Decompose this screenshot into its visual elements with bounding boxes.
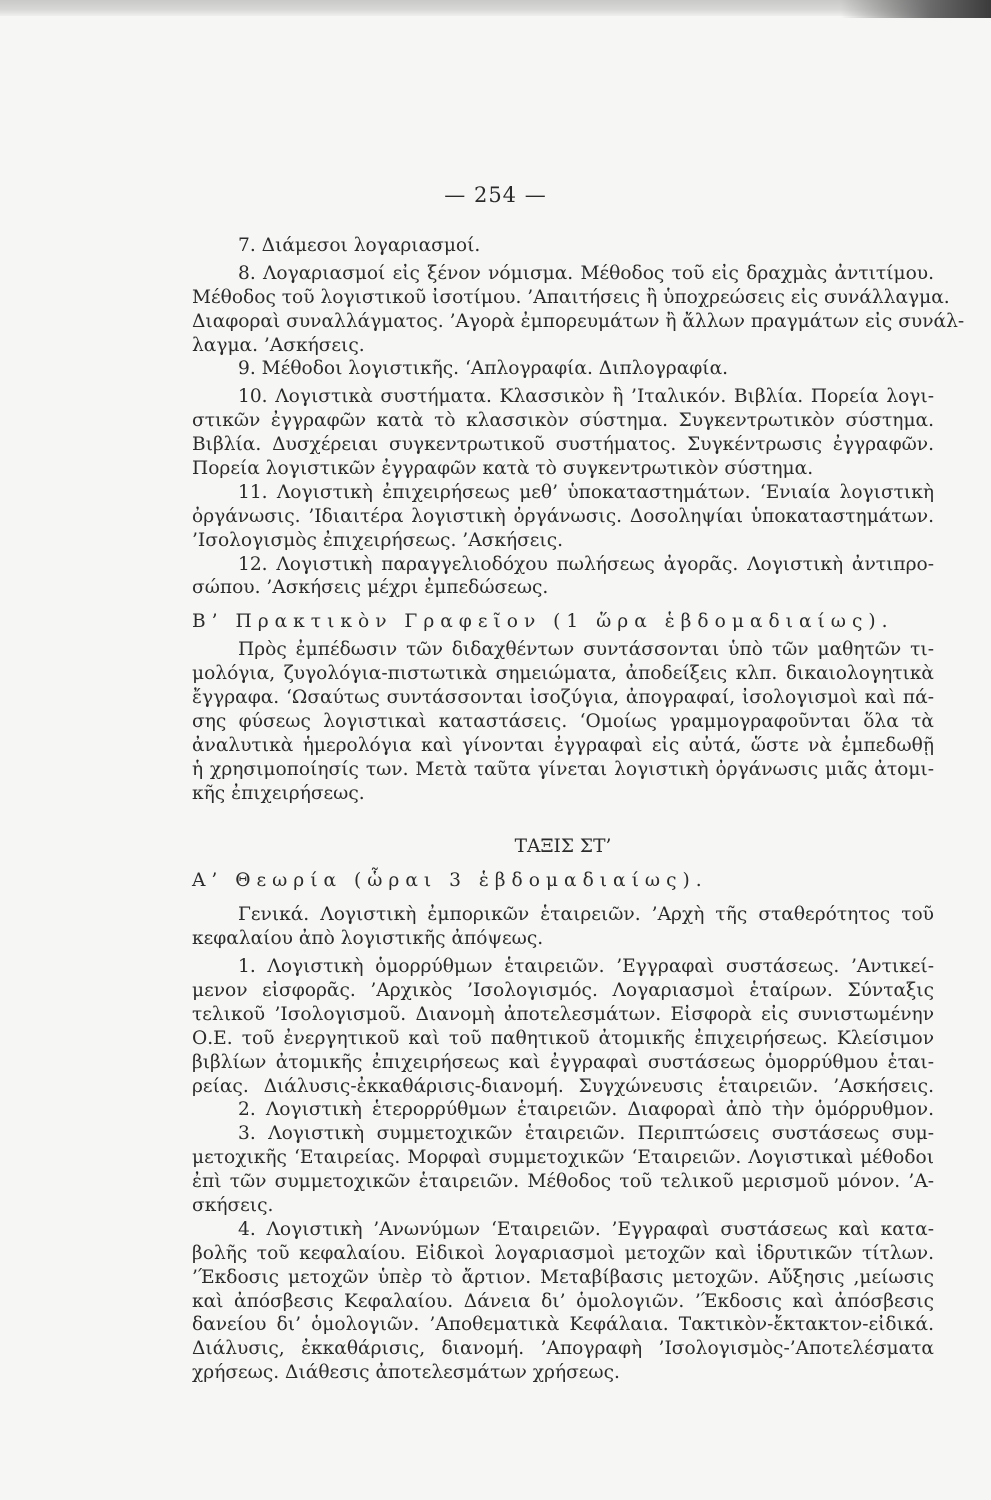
text-line: 7. Διάμεσοι λογαριασμοί. <box>238 235 481 256</box>
text-line: 2. Λογιστικὴ ἑτερορρύθμων ἑταιρειῶν. Διαφοραὶ ἀπὸ τὴν ὁμόρρυθμον. <box>238 1099 934 1121</box>
text-line: χρήσεως. Διάθεσις ἀποτελεσμάτων χρήσεως. <box>192 1362 620 1384</box>
text-line: σκήσεις. <box>192 1194 274 1216</box>
text-line: βιβλίων ἀτομικῆς ἐπιχειρήσεως καὶ ἐγγραφαὶ συστάσεως ὁμορρύθμου ἑται- <box>192 1051 934 1073</box>
text-line: Β’ Πρακτικὸν Γραφεῖον (1 ὥρα ἑβδομαδιαίως). <box>192 611 894 633</box>
text-line: λαγμα. ’Ασκήσεις. <box>192 334 365 356</box>
text-line: ἔγγραφα. ‘Ωσαύτως συντάσσονται ἰσοζύγια, ἀπογραφαί, ἰσολογισμοὶ καὶ πά- <box>192 687 934 709</box>
text-line: ’Ισολογισμὸς ἐπιχειρήσεως. ’Ασκήσεις. <box>192 529 564 551</box>
text-line: Γενικά. Λογιστικὴ ἐμπορικῶν ἑταιρειῶν. ’Αρχὴ τῆς σταθερότητος τοῦ <box>238 904 934 926</box>
text-line: κεφαλαίου ἀπὸ λογιστικῆς ἀπόψεως. <box>192 928 544 950</box>
text-line: Διάλυσις, ἐκκαθάρισις, διανομή. ’Απογραφὴ ’Ισολογισμὸς-’Αποτελέσματα <box>192 1338 934 1360</box>
scan-corner-shadow <box>841 0 991 18</box>
text-line: Ο.Ε. τοῦ ἐνεργητικοῦ καὶ τοῦ παθητικοῦ ἀτομικῆς ἐπιχειρήσεως. Κλείσιμον <box>192 1027 934 1049</box>
text-line: 11. Λογιστικὴ ἐπιχειρήσεως μεθ’ ὑποκαταστημάτων. ‘Ενιαία λογιστικὴ <box>238 481 934 503</box>
text-line: δανείου δι’ ὁμολογιῶν. ’Αποθεματικὰ Κεφάλαια. Τακτικὸν-ἔκτακτον-εἰδικά. <box>192 1314 934 1336</box>
text-line: ’Έκδοσις μετοχῶν ὑπὲρ τὸ ἄρτιον. Μεταβίβασις μετοχῶν. Αὔξησις ,μείωσις <box>192 1266 934 1288</box>
text-line: ἐπὶ τῶν συμμετοχικῶν ἑταιρειῶν. Μέθοδος τοῦ τελικοῦ μερισμοῦ μόνον. ’Α- <box>192 1171 934 1193</box>
text-line: Α’ Θεωρία (ὧραι 3 ἑβδομαδιαίως). <box>192 870 708 892</box>
text-line: 8. Λογαριασμοί εἰς ξένον νόμισμα. Μέθοδος τοῦ εἰς δραχμὰς ἀντιτίμου. <box>238 262 934 284</box>
text-line: 3. Λογιστικὴ συμμετοχικῶν ἑταιρειῶν. Περιπτώσεις συστάσεως συμ- <box>238 1123 934 1145</box>
text-line: 1. Λογιστικὴ ὁμορρύθμων ἑταιρειῶν. ’Εγγραφαὶ συστάσεως. ’Αντικεί- <box>238 956 934 978</box>
text-line: Πρὸς ἐμπέδωσιν τῶν διδαχθέντων συντάσσονται ὑπὸ τῶν μαθητῶν τι- <box>238 639 934 661</box>
text-line: στικῶν ἐγγραφῶν κατὰ τὸ κλασσικὸν σύστημα. Συγκεντρωτικὸν σύστημα. <box>192 410 934 432</box>
text-line: μενον εἰσφορᾶς. ’Αρχικὸς ’Ισολογισμός. Λογαριασμοὶ ἑταίρων. Σύνταξις <box>192 979 934 1001</box>
text-line: μετοχικῆς ‘Εταιρείας. Μορφαὶ συμμετοχικῶν ‘Εταιρειῶν. Λογιστικαὶ μέθοδοι <box>192 1147 934 1169</box>
text-line: 12. Λογιστικὴ παραγγελιοδόχου πωλήσεως ἀγορᾶς. Λογιστικὴ ἀντιπρο- <box>238 553 934 575</box>
text-line: κῆς ἐπιχειρήσεως. <box>192 782 365 804</box>
text-line: Πορεία λογιστικῶν ἐγγραφῶν κατὰ τὸ συγκεντρωτικὸν σύστημα. <box>192 458 814 480</box>
text-line: 4. Λογιστικὴ ’Ανωνύμων ‘Εταιρειῶν. ’Εγγραφαὶ συστάσεως καὶ κατα- <box>238 1218 934 1240</box>
text-line: σώπου. ’Ασκήσεις μέχρι ἐμπεδώσεως. <box>192 577 549 599</box>
text-line: ΤΑΞΙΣ ΣΤ’ <box>514 836 612 858</box>
text-line: τελικοῦ ’Ισολογισμοῦ. Διανομὴ ἀποτελεσμάτων. Εἰσφορὰ εἰς συνιστωμένην <box>192 1003 934 1025</box>
text-line: 9. Μέθοδοι λογιστικῆς. ‘Απλογραφία. Διπλογραφία. <box>238 358 729 380</box>
text-line: σης φύσεως λογιστικαὶ καταστάσεις. ‘Ομοίως γραμμογραφοῦνται ὅλα τὰ <box>192 710 934 732</box>
text-line: Διαφοραὶ συναλλάγματος. ’Αγορὰ ἐμπορευμάτων ἢ ἄλλων πραγμάτων εἰς συνάλ- <box>192 310 965 332</box>
text-line: ἡ χρησιμοποίησίς των. Μετὰ ταῦτα γίνεται λογιστικὴ ὀργάνωσις μιᾶς ἀτομι- <box>192 758 934 780</box>
text-line: Μέθοδος τοῦ λογιστικοῦ ἰσοτίμου. ’Απαιτήσεις ἢ ὑποχρεώσεις εἰς συνάλλαγμα. <box>192 286 950 308</box>
text-line: ὀργάνωσις. ’Ιδιαιτέρα λογιστικὴ ὀργάνωσις. Δοσοληψίαι ὑποκαταστημάτων. <box>192 505 934 527</box>
text-line: καὶ ἀπόσβεσις Κεφαλαίου. Δάνεια δι’ ὁμολογιῶν. ’Έκδοσις καὶ ἀπόσβεσις <box>192 1290 934 1312</box>
page-body <box>192 234 965 1385</box>
text-line: βολῆς τοῦ κεφαλαίου. Εἰδικοὶ λογαριασμοὶ μετοχῶν καὶ ἱδρυτικῶν τίτλων. <box>192 1242 934 1264</box>
text-line: ἀναλυτικὰ ἡμερολόγια καὶ γίνονται ἐγγραφαὶ εἰς αὐτά, ὥστε νὰ ἐμπεδωθῇ <box>192 734 934 756</box>
text-line: Βιβλία. Δυσχέρειαι συγκεντρωτικοῦ συστήματος. Συγκέντρωσις ἐγγραφῶν. <box>192 434 934 456</box>
text-line: 10. Λογιστικὰ συστήματα. Κλασσικὸν ἢ ’Ιταλικόν. Βιβλία. Πορεία λογι- <box>238 386 934 408</box>
text-line: μολόγια, ζυγολόγια-πιστωτικὰ σημειώματα, ἀποδείξεις κλπ. δικαιολογητικὰ <box>192 663 934 685</box>
page-number: — 254 — <box>444 183 547 207</box>
text-line: ρείας. Διάλυσις-ἐκκαθάρισις-διανομή. Συγχώνευσις ἑταιρειῶν. ’Ασκήσεις. <box>192 1075 934 1097</box>
